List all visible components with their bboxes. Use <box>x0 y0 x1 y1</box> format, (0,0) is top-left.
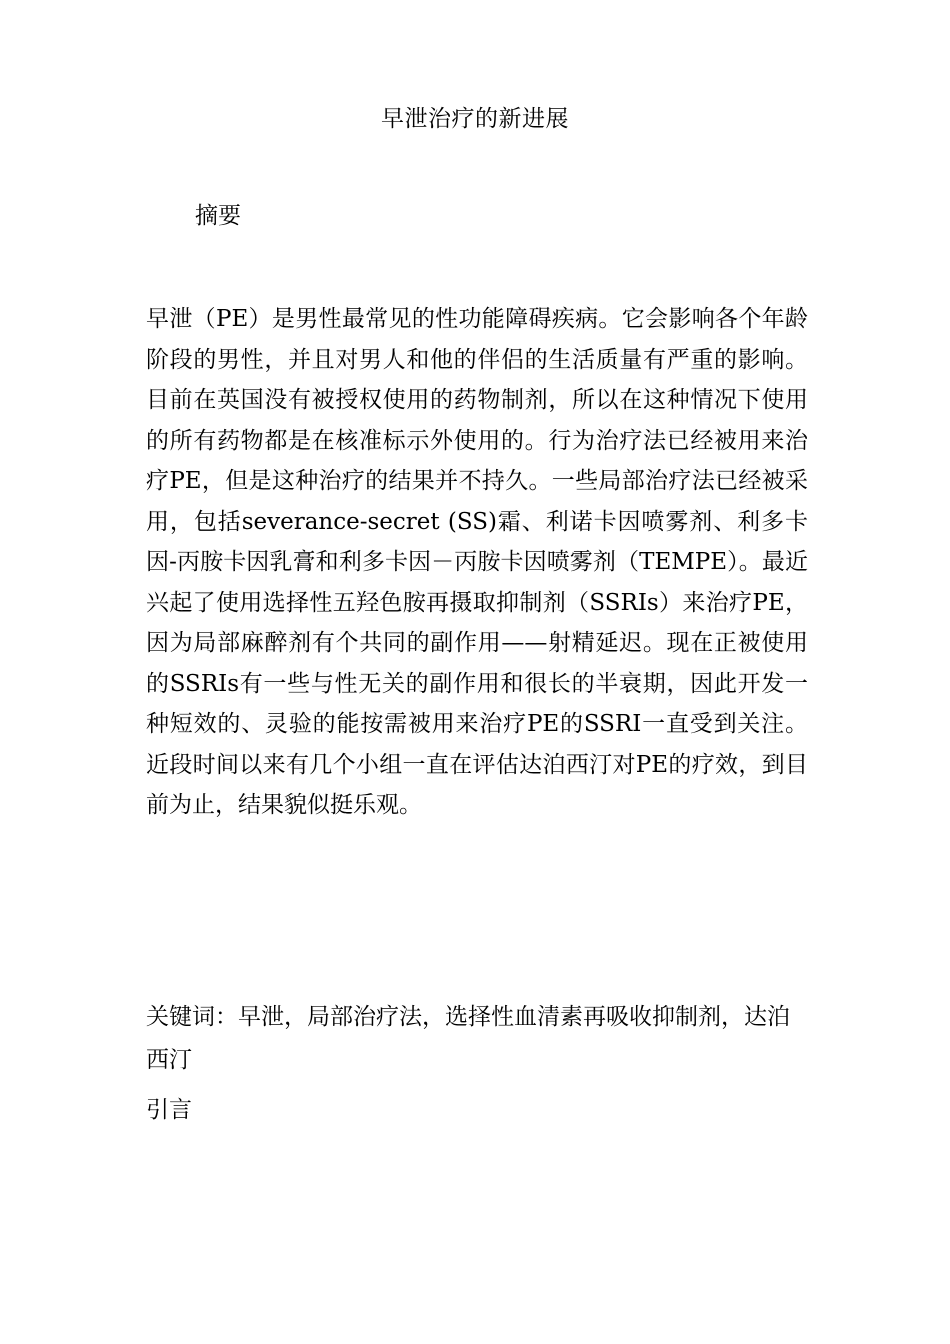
document-title: 早泄治疗的新进展 <box>381 106 569 132</box>
section-heading-introduction: 引言 <box>146 1097 192 1123</box>
keywords-line: 关键词：早泄，局部治疗法，选择性血清素再吸收抑制剂，达泊西汀 <box>146 1004 790 1073</box>
abstract-body: 早泄（PE）是男性最常见的性功能障碍疾病。它会影响各个年龄阶段的男性，并且对男人和他的伴侣的生活质量有严重的影响。目前在英国没有被授权使用的药物制剂，所以在这种情况下使用的所有药物都是在核准标示外使用的。行为治疗法已经被用来治疗PE，但是这种治疗的结果并不持久。一些局部治疗法已经被采用，包括severance-secret (SS)霜、利诺卡因喷雾剂、利多卡因-丙胺卡因乳膏和利多卡因－丙胺卡因喷雾剂（TEMPE）。最近兴起了使用选择性五羟色胺再摄取抑制剂（SSRIs）来治疗PE，因为局部麻醉剂有个共同的副作用——射精延迟。现在正被使用的SSRIs有一些与性无关的副作用和很长的半衰期，因此开发一种短效的、灵验的能按需被用来治疗PE的SSRI一直受到关注。近段时间以来有几个小组一直在评估达泊西汀对PE的疗效，到目前为止，结果貌似挺乐观。 <box>146 306 808 818</box>
abstract-heading: 摘要 <box>195 203 241 229</box>
